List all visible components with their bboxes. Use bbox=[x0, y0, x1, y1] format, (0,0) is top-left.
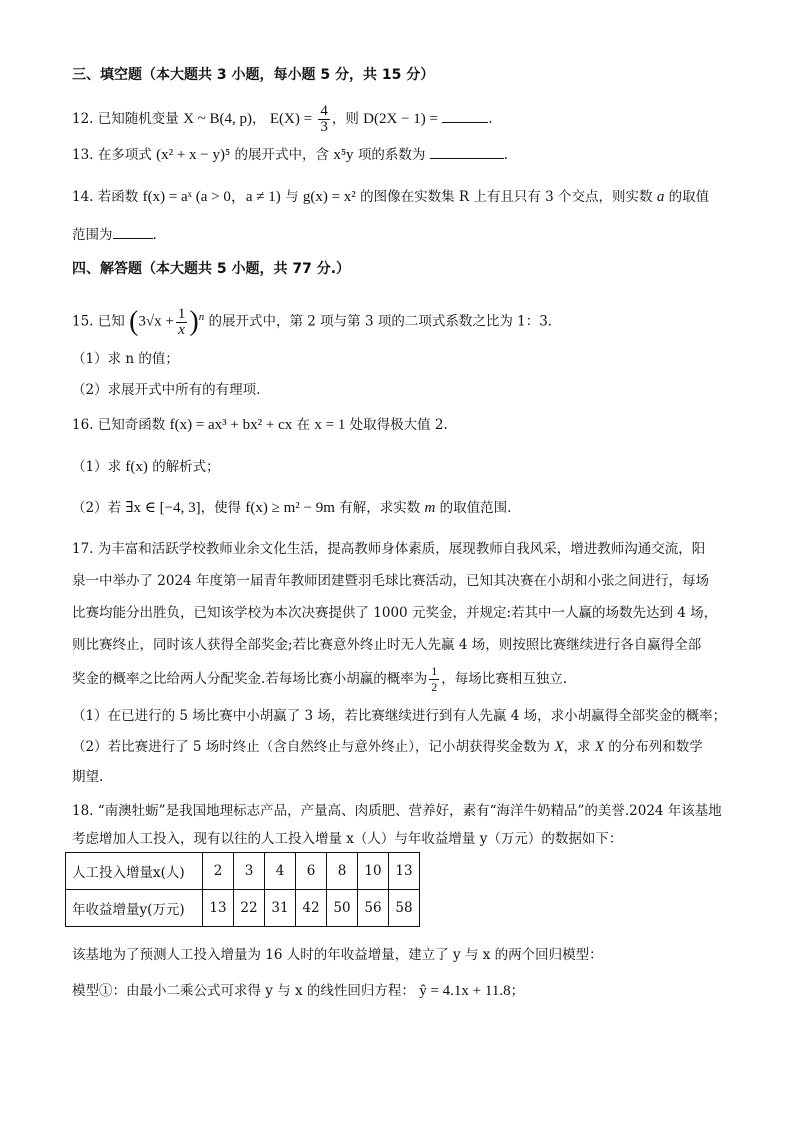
question-15: 15. 已知 (3√x + $\frac{1}{x}$ )$^n$ 的展开式中，第 2 项与第 3 项的二项式系数之比为 1：3. bbox=[72, 305, 553, 338]
data-table bbox=[65, 852, 420, 927]
table-cell: 56 bbox=[358, 890, 389, 927]
question-17-line2: 泉一中举办了 2024 年度第一届青年教师团建暨羽毛球比赛活动，已知其决赛在小胡和小张之间进行，每场 bbox=[72, 573, 709, 589]
table-row bbox=[66, 853, 420, 890]
polynomial-expression: (x² + x − y)⁵ bbox=[156, 147, 231, 163]
question-17-line4: 则比赛终止，同时该人获得全部奖金;若比赛意外终止时无人先赢 4 场，则按照比赛继续进行各自赢得全部 bbox=[72, 637, 702, 653]
table-cell: 13 bbox=[203, 890, 234, 927]
question-16: 16. 已知奇函数 f(x) = ax³ + bx² + cx 在 x = 1 处取得极大值 2. bbox=[72, 417, 448, 433]
question-17-part2: （2）若比赛进行了 5 场时终止（含自然终止与意外终止），记小胡获得奖金数为 X，求 X 的分布列和数学 bbox=[72, 739, 703, 755]
binomial-expression: X ~ B(4, p) bbox=[183, 111, 253, 127]
answer-blank[interactable] bbox=[113, 226, 153, 239]
row-header: 年收益增量y(万元) bbox=[66, 890, 203, 927]
question-15-part1: （1）求 n 的值； bbox=[72, 351, 179, 367]
table-cell: 4 bbox=[265, 853, 296, 890]
table-cell: 3 bbox=[234, 853, 265, 890]
table-cell: 50 bbox=[327, 890, 358, 927]
question-16-part1: （1）求 f(x) 的解析式； bbox=[72, 459, 220, 475]
question-17-part1: （1）在已进行的 5 场比赛中小胡赢了 3 场，若比赛继续进行到有人先赢 4 场，求小胡赢得全部奖金的概率； bbox=[72, 708, 727, 724]
question-13: 13. 在多项式 (x² + x − y)⁵ 的展开式中，含 x⁵y 项的系数为 . bbox=[72, 147, 508, 163]
question-15-part2: （2）求展开式中所有的有理项. bbox=[72, 382, 261, 398]
table-cell: 2 bbox=[203, 853, 234, 890]
question-16-part2: （2）若 ∃x ∈ [−4, 3]，使得 f(x) ≥ m² − 9m 有解，求实数 m 的取值范围. bbox=[72, 500, 512, 516]
question-17-line3: 比赛均能分出胜负，已知该学校为本次决赛提供了 1000 元奖金，并规定:若其中一人赢的场数先达到 4 场， bbox=[72, 605, 718, 621]
question-17-line1: 17. 为丰富和活跃学校教师业余文化生活，提高教师身体素质，展现教师自我风采，增进教师沟通交流，阳 bbox=[72, 541, 706, 557]
table-cell: 58 bbox=[389, 890, 420, 927]
answer-blank[interactable] bbox=[442, 110, 488, 123]
question-18-line3: 该基地为了预测人工投入增量为 16 人时的年收益增量，建立了 y 与 x 的两个回归模型： bbox=[72, 947, 603, 963]
table-cell: 8 bbox=[327, 853, 358, 890]
section-heading-solutions: 四、解答题（本大题共 5 小题，共 77 分.） bbox=[72, 261, 351, 277]
table-cell: 22 bbox=[234, 890, 265, 927]
fraction-one-half: $\frac{1}{2}$ bbox=[431, 664, 438, 694]
variance-expression: D(2X − 1) = bbox=[363, 111, 438, 127]
question-12: 12. 已知随机变量 X ~ B(4, p)， E(X) = $\frac{4}{3}$ ，则 D(2X − 1) = . bbox=[72, 103, 493, 135]
question-14: 14. 若函数 f(x) = aˣ (a > 0，a ≠ 1) 与 g(x) = x² 的图像在实数集 R 上有且只有 3 个交点，则实数 a 的取值 bbox=[72, 189, 710, 205]
table-cell: 10 bbox=[358, 853, 389, 890]
fraction-4-3: $\frac{4}{3}$ bbox=[320, 103, 328, 135]
function-g-expression: g(x) = x² bbox=[302, 189, 356, 205]
fraction-1-over-x: $\frac{1}{x}$ bbox=[177, 305, 186, 338]
table-cell: 6 bbox=[296, 853, 327, 890]
question-14-line2: 范围为 . bbox=[72, 227, 157, 243]
table-cell: 13 bbox=[389, 853, 420, 890]
term-expression: x⁵y bbox=[333, 147, 354, 163]
section-heading-fill-blank: 三、填空题（本大题共 3 小题，每小题 5 分，共 15 分） bbox=[72, 67, 435, 83]
odd-function-expression: f(x) = ax³ + bx² + cx bbox=[169, 417, 293, 433]
question-17-part2-line2: 期望. bbox=[72, 769, 104, 785]
regression-equation: ŷ = 4.1x + 11.8 bbox=[419, 983, 511, 999]
answer-blank[interactable] bbox=[430, 146, 504, 159]
table-cell: 31 bbox=[265, 890, 296, 927]
row-header: 人工投入增量x(人) bbox=[66, 853, 203, 890]
table-cell: 42 bbox=[296, 890, 327, 927]
question-18-line4: 模型①：由最小二乘公式可求得 y 与 x 的线性回归方程： ŷ = 4.1x + 11.8； bbox=[72, 983, 525, 999]
question-18-line1: 18. “南澳牡蛎”是我国地理标志产品，产量高、肉质肥、营养好，素有“海洋牛奶精品”的美誉.2024 年该基地 bbox=[72, 803, 722, 819]
table-row bbox=[66, 890, 420, 927]
question-17-line5: 奖金的概率之比给两人分配奖金.若每场比赛小胡赢的概率为 $\frac{1}{2}$ ，每场比赛相互独立. bbox=[72, 664, 568, 694]
expectation-expression: E(X) = bbox=[269, 111, 313, 127]
function-f-expression: f(x) = aˣ (a > 0，a ≠ 1) bbox=[142, 189, 281, 205]
question-18-line2: 考虑增加人工投入，现有以往的人工投入增量 x（人）与年收益增量 y（万元）的数据如下： bbox=[72, 831, 623, 847]
